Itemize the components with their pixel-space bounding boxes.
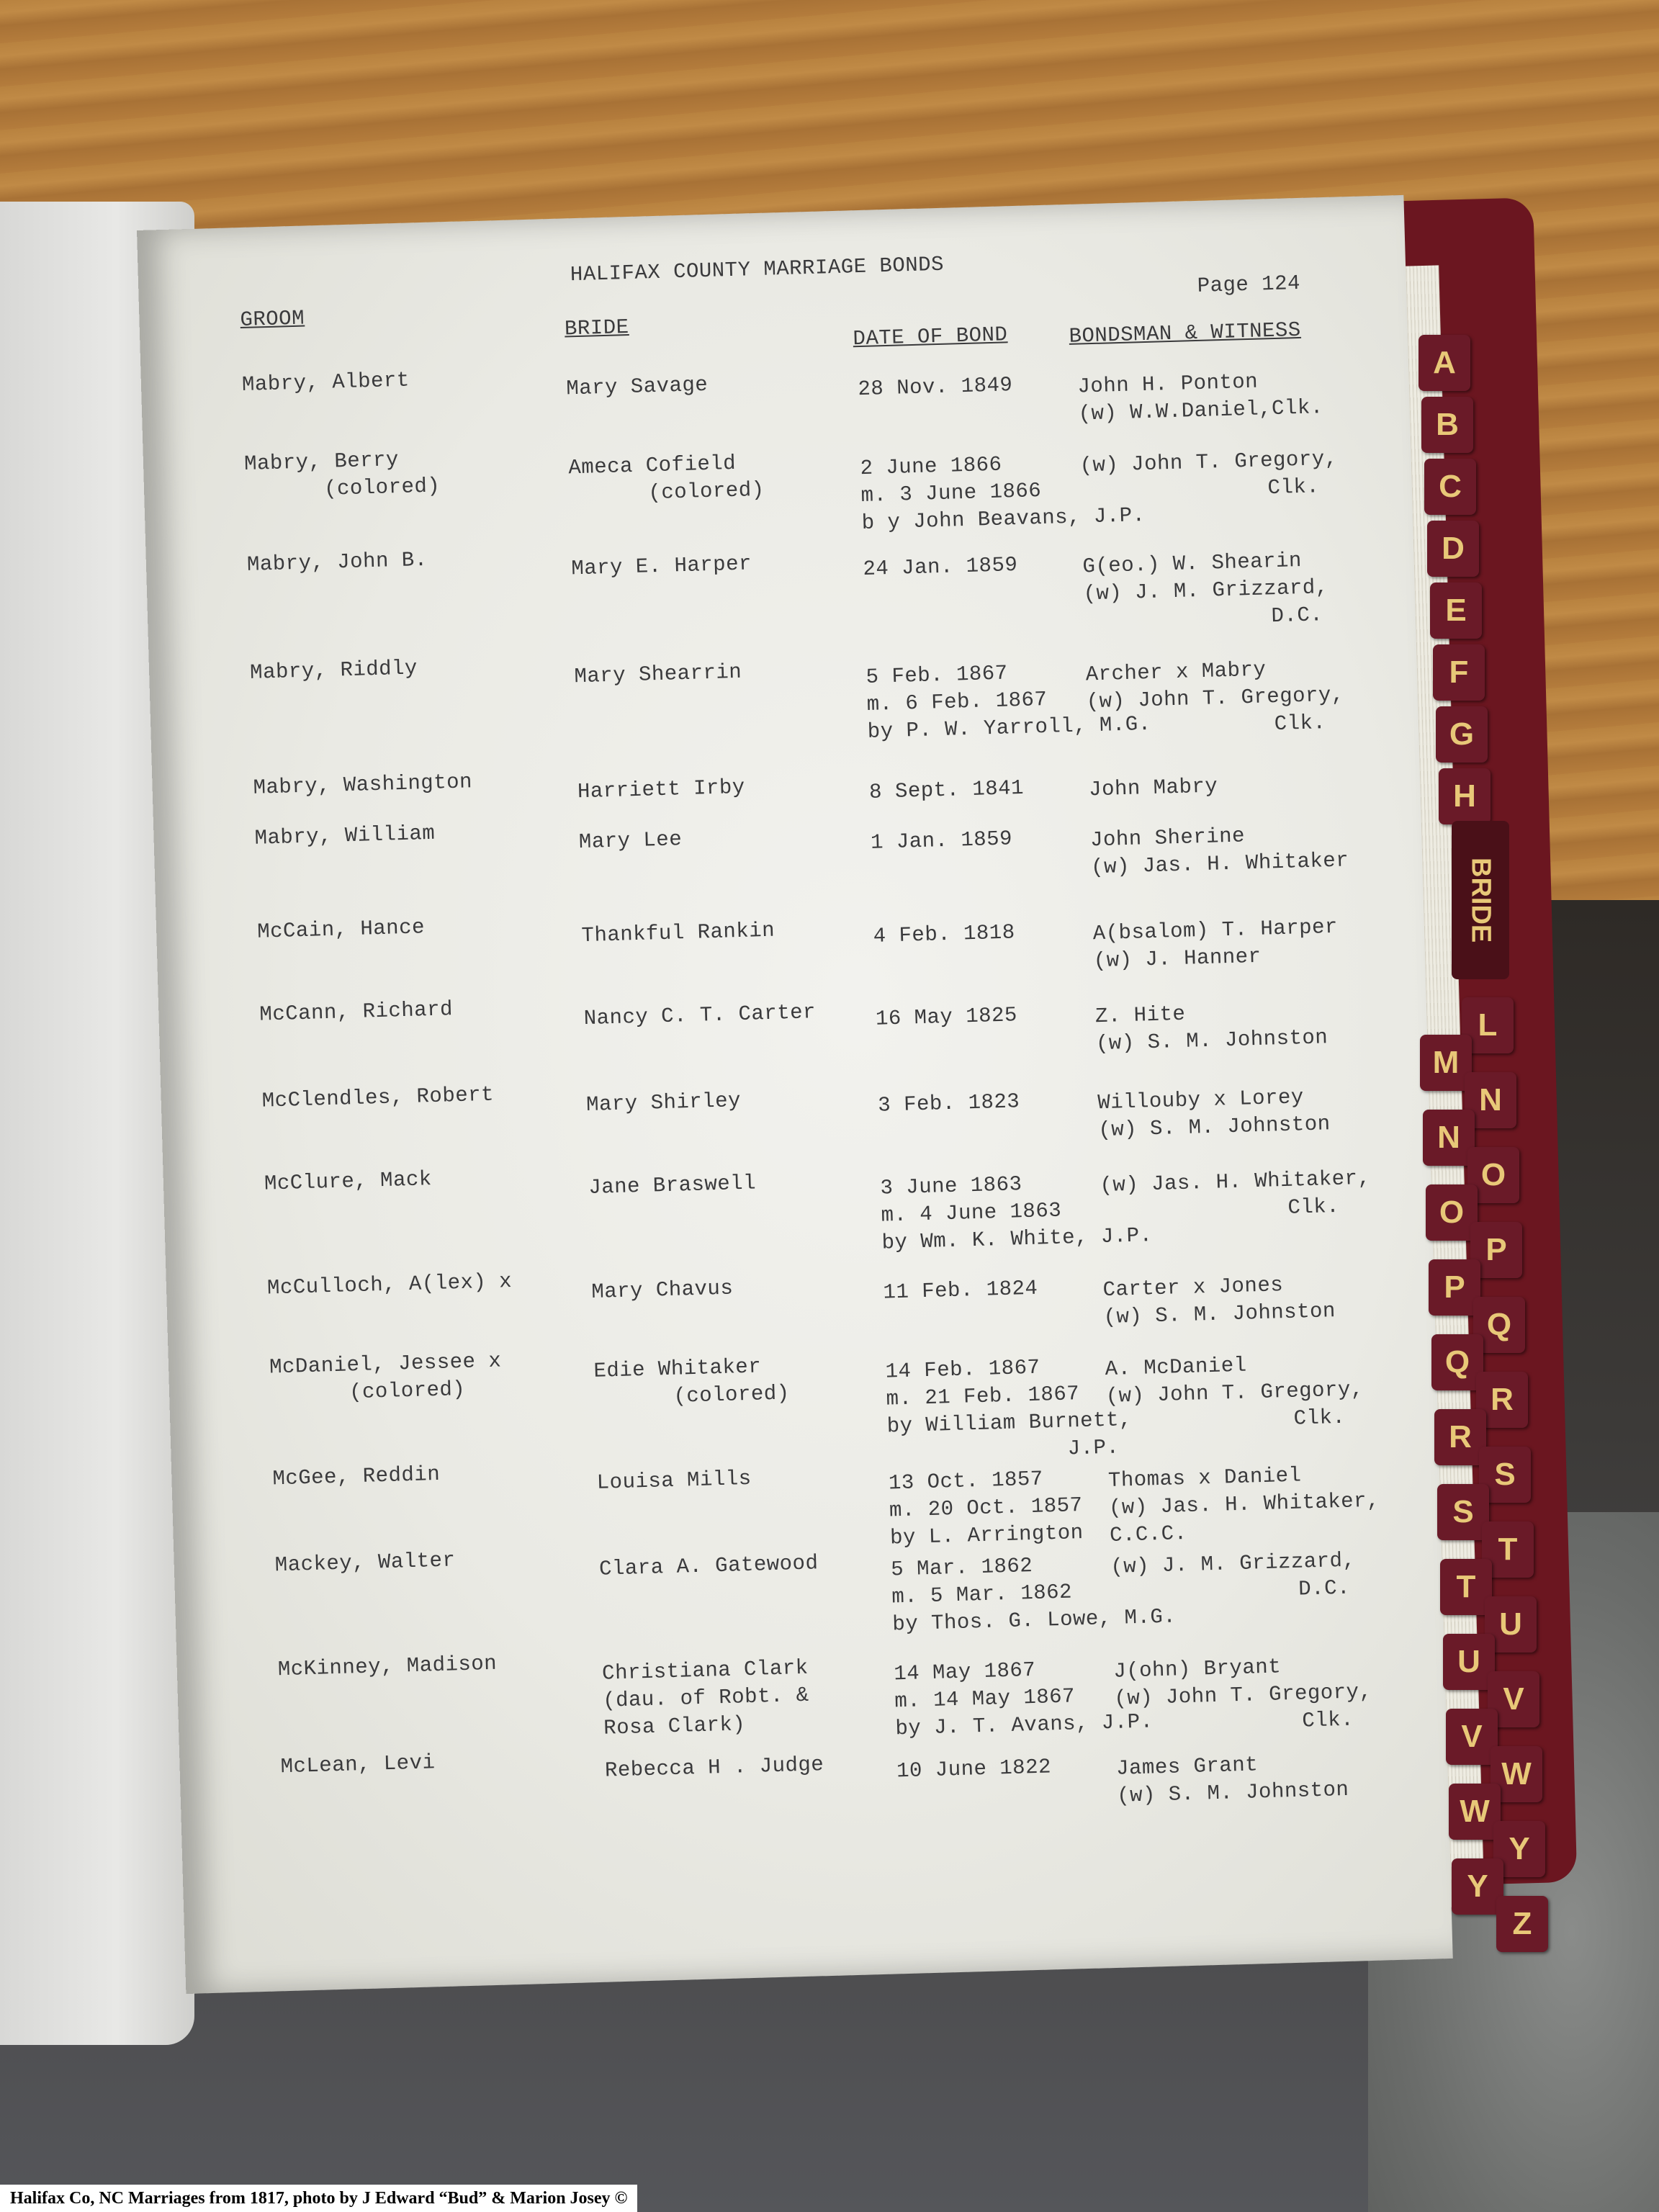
tab-c[interactable]: C	[1424, 459, 1476, 515]
date-cell: m. 14 May 1867	[894, 1684, 1076, 1714]
date-cell: 11 Feb. 1824	[883, 1276, 1038, 1305]
groom-cell: McGee, Reddin	[272, 1462, 441, 1491]
date-cell: m. 4 June 1863	[881, 1198, 1062, 1228]
tab-w[interactable]: W	[1449, 1784, 1501, 1840]
bondsman-cell: G(eo.) W. Shearin	[1082, 549, 1303, 579]
tab-v[interactable]: V	[1446, 1709, 1498, 1765]
bondsman-cell: John Sherine	[1089, 824, 1246, 853]
groom-cell: Mabry, Riddly	[249, 656, 418, 685]
bondsman-cell: (w) Jas. H. Whitaker,	[1108, 1488, 1380, 1520]
bondsman-cell: C.C.C.	[1109, 1521, 1187, 1547]
bondsman-cell: Thomas x Daniel	[1107, 1463, 1302, 1493]
date-cell: 10 June 1822	[896, 1755, 1052, 1784]
bride-cell: Ameca Cofield	[567, 451, 737, 480]
column-header-date: DATE OF BOND	[853, 323, 1008, 351]
bondsman-cell: (w) John T. Gregory,	[1105, 1377, 1364, 1409]
tab-t[interactable]: T	[1482, 1521, 1534, 1578]
tab-e[interactable]: E	[1430, 583, 1482, 639]
bride-cell: Rebecca H . Judge	[604, 1753, 824, 1783]
tab-s[interactable]: S	[1437, 1484, 1489, 1540]
bondsman-cell: Clk.	[1287, 1194, 1340, 1220]
bondsman-cell: Archer x Mabry	[1085, 657, 1267, 687]
column-header-bride: BRIDE	[564, 315, 629, 341]
tab-y[interactable]: Y	[1452, 1858, 1503, 1915]
bondsman-cell: (w) J. Hanner	[1093, 944, 1262, 974]
date-cell: m. 5 Mar. 1862	[891, 1580, 1073, 1609]
groom-cell: Mabry, Albert	[241, 368, 410, 397]
bondsman-cell: (w) John T. Gregory,	[1079, 446, 1339, 478]
groom-cell: (colored)	[323, 474, 441, 501]
bondsman-cell: (w) J. M. Grizzard,	[1110, 1548, 1356, 1579]
tab-o[interactable]: O	[1426, 1184, 1478, 1241]
tab-m[interactable]: M	[1420, 1035, 1472, 1091]
groom-cell: Mabry, Washington	[253, 770, 473, 800]
groom-cell: (colored)	[349, 1377, 466, 1405]
date-cell: m. 20 Oct. 1857	[889, 1493, 1083, 1523]
date-cell: 16 May 1825	[875, 1003, 1018, 1031]
date-cell: by L. Arrington	[889, 1521, 1084, 1550]
date-cell: 14 May 1867	[893, 1658, 1036, 1686]
bondsman-cell: Willouby x Lorey	[1097, 1085, 1305, 1115]
tab-u[interactable]: U	[1443, 1634, 1495, 1690]
tab-s[interactable]: S	[1479, 1447, 1531, 1503]
bondsman-cell: (w) S. M. Johnston	[1097, 1112, 1331, 1143]
groom-cell: McCulloch, A(lex) x	[266, 1269, 513, 1300]
bondsman-cell: James Grant	[1115, 1753, 1259, 1781]
column-header-bondsman: BONDSMAN & WITNESS	[1069, 318, 1302, 349]
date-cell: by Wm. K. White, J.P.	[881, 1223, 1153, 1255]
bride-cell: Mary Shearrin	[574, 660, 742, 689]
groom-cell: McLean, Levi	[280, 1750, 436, 1779]
date-cell: by William Burnett,	[886, 1408, 1133, 1439]
bride-cell: Mary Savage	[565, 372, 709, 401]
bondsman-cell: (w) John T. Gregory,	[1114, 1679, 1372, 1711]
groom-cell: McClure, Mack	[264, 1167, 433, 1196]
bride-cell: Clara A. Gatewood	[598, 1551, 819, 1581]
date-cell: m. 3 June 1866	[860, 479, 1042, 508]
date-cell: 3 Feb. 1823	[877, 1089, 1020, 1118]
tab-f[interactable]: F	[1433, 644, 1485, 701]
bondsman-cell: (w) J. M. Grizzard,	[1083, 575, 1329, 606]
bondsman-cell: Clk.	[1267, 475, 1320, 500]
tab-a[interactable]: A	[1419, 335, 1470, 391]
tab-bride[interactable]: BRIDE	[1452, 821, 1509, 979]
bride-cell: Jane Braswell	[588, 1171, 757, 1200]
bondsman-cell: Clk.	[1274, 711, 1326, 737]
date-cell: m. 21 Feb. 1867	[886, 1382, 1080, 1411]
groom-cell: Mabry, Berry	[243, 447, 400, 476]
tab-b[interactable]: B	[1421, 397, 1473, 453]
groom-cell: Mackey, Walter	[274, 1548, 456, 1578]
date-cell: 5 Mar. 1862	[890, 1553, 1033, 1582]
groom-cell: Mabry, William	[254, 821, 436, 850]
groom-cell: McKinney, Madison	[277, 1651, 498, 1682]
bride-cell: Mary Lee	[578, 827, 683, 855]
page-title: HALIFAX COUNTY MARRIAGE BONDS	[570, 252, 945, 287]
date-cell: m. 6 Feb. 1867	[866, 687, 1048, 716]
groom-cell: Mabry, John B.	[246, 547, 428, 577]
tab-u[interactable]: U	[1485, 1596, 1537, 1653]
tab-r[interactable]: R	[1476, 1372, 1528, 1428]
date-cell: by Thos. G. Lowe, M.G.	[892, 1604, 1177, 1637]
bride-cell: Edie Whitaker	[593, 1354, 762, 1383]
bride-cell: Louisa Mills	[596, 1466, 752, 1495]
bondsman-cell: (w) S. M. Johnston	[1116, 1777, 1349, 1808]
bondsman-cell: (w) S. M. Johnston	[1095, 1025, 1328, 1056]
tab-q[interactable]: Q	[1473, 1297, 1525, 1353]
tab-w[interactable]: W	[1491, 1746, 1542, 1802]
tab-r[interactable]: R	[1434, 1409, 1486, 1465]
bride-cell: (dau. of Robt. &	[602, 1683, 810, 1713]
bondsman-cell: Carter x Jones	[1102, 1273, 1284, 1303]
bondsman-cell: (w) S. M. Johnston	[1103, 1299, 1336, 1330]
tab-q[interactable]: Q	[1431, 1334, 1483, 1390]
tab-g[interactable]: G	[1436, 706, 1488, 763]
date-cell: by P. W. Yarroll, M.G.	[867, 711, 1152, 744]
tab-y[interactable]: Y	[1493, 1821, 1545, 1877]
groom-cell: McDaniel, Jessee x	[269, 1349, 502, 1380]
date-cell: b y John Beavans, J.P.	[861, 503, 1146, 536]
tab-d[interactable]: D	[1427, 521, 1479, 577]
bondsman-cell: A(bsalom) T. Harper	[1092, 914, 1339, 946]
index-tabs	[1411, 288, 1570, 1941]
date-cell: 1 Jan. 1859	[870, 827, 1013, 855]
date-cell: 3 June 1863	[880, 1172, 1022, 1200]
page-number: Page 124	[1197, 271, 1301, 298]
date-cell: 2 June 1866	[860, 452, 1002, 481]
bondsman-cell: (w) John T. Gregory,	[1086, 683, 1345, 714]
tab-p[interactable]: P	[1470, 1222, 1522, 1278]
date-cell: 5 Feb. 1867	[866, 661, 1009, 689]
tab-l[interactable]: L	[1462, 997, 1514, 1053]
tab-n[interactable]: N	[1423, 1110, 1475, 1166]
date-cell: 13 Oct. 1857	[888, 1467, 1044, 1496]
bondsman-cell: J(ohn) Bryant	[1112, 1655, 1282, 1683]
bride-cell: (colored)	[648, 477, 765, 505]
bondsman-cell: (w) Jas. H. Whitaker,	[1100, 1166, 1371, 1198]
date-cell: 28 Nov. 1849	[858, 373, 1013, 402]
date-cell: 24 Jan. 1859	[863, 553, 1018, 582]
bondsman-cell: Z. Hite	[1094, 1002, 1186, 1029]
bride-cell: Mary E. Harper	[570, 552, 752, 581]
tab-v[interactable]: V	[1488, 1671, 1539, 1727]
column-header-groom: GROOM	[240, 306, 305, 333]
bondsman-cell: D.C.	[1298, 1575, 1351, 1601]
ledger-page	[137, 195, 1453, 1994]
bondsman-cell: John Mabry	[1088, 774, 1218, 802]
bride-cell: (colored)	[673, 1381, 791, 1408]
bride-cell: Christiana Clark	[601, 1655, 809, 1686]
photo-caption: Halifax Co, NC Marriages from 1817, photo by J Edward “Bud” & Marion Josey ©	[0, 2185, 637, 2212]
bondsman-cell: A. McDaniel	[1105, 1353, 1248, 1382]
bondsman-cell: John H. Ponton	[1077, 369, 1259, 399]
bondsman-cell: (w) Jas. H. Whitaker	[1090, 848, 1349, 880]
groom-cell: McCann, Richard	[259, 997, 454, 1027]
bondsman-cell: D.C.	[1271, 603, 1323, 629]
bride-cell: Thankful Rankin	[581, 918, 775, 948]
tab-t[interactable]: T	[1440, 1559, 1492, 1615]
groom-cell: McCain, Hance	[256, 915, 426, 944]
bondsman-cell: Clk.	[1301, 1707, 1354, 1733]
tab-z[interactable]: Z	[1496, 1896, 1548, 1952]
date-cell: 4 Feb. 1818	[873, 920, 1016, 948]
groom-cell: McClendles, Robert	[261, 1082, 495, 1113]
date-cell: 14 Feb. 1867	[885, 1355, 1040, 1384]
bride-cell: Rosa Clark)	[603, 1712, 746, 1740]
tab-p[interactable]: P	[1429, 1259, 1480, 1316]
tab-h[interactable]: H	[1439, 768, 1491, 824]
date-cell: by J. T. Avans, J.P.	[895, 1709, 1154, 1741]
date-cell: 8 Sept. 1841	[868, 775, 1025, 804]
tab-o[interactable]: O	[1467, 1147, 1519, 1203]
bride-cell: Harriett Irby	[577, 775, 746, 804]
bondsman-cell: (w) W.W.Daniel,Clk.	[1078, 395, 1324, 426]
tab-n[interactable]: N	[1465, 1072, 1516, 1128]
bride-cell: Mary Shirley	[585, 1089, 742, 1118]
date-cell: J.P.	[1067, 1435, 1120, 1461]
bride-cell: Nancy C. T. Carter	[583, 1000, 817, 1031]
bride-cell: Mary Chavus	[590, 1276, 734, 1304]
bondsman-cell: Clk.	[1293, 1405, 1346, 1431]
